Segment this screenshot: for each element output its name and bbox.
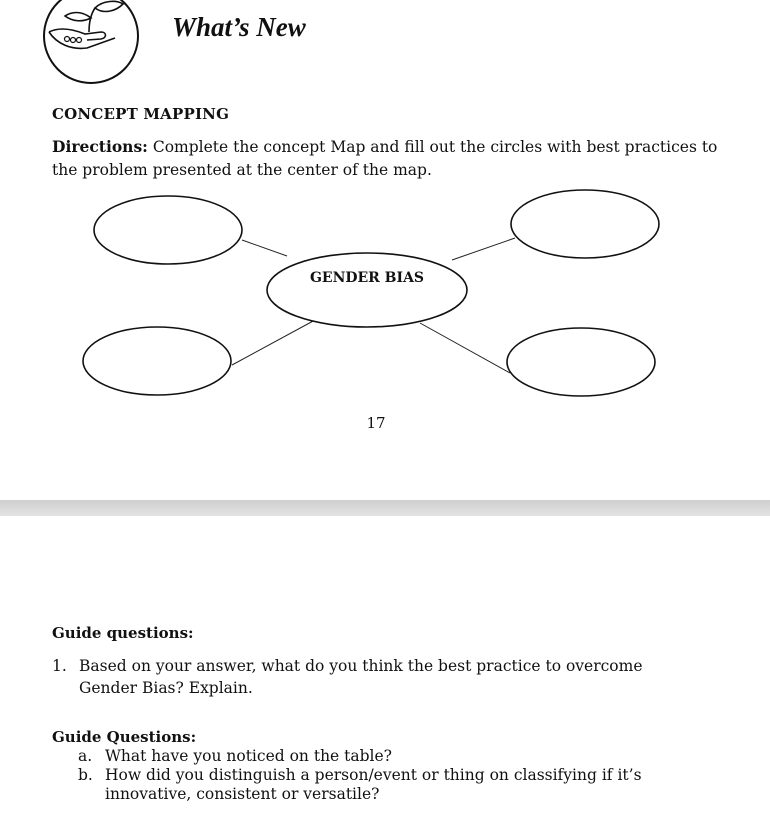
list-item-text: Based on your answer, what do you think the best practice to overcome Gender Bias? Explain. xyxy=(79,657,643,697)
page-break-divider xyxy=(0,500,770,516)
concept-node-top-left[interactable] xyxy=(94,196,242,264)
concept-node-bottom-left[interactable] xyxy=(83,327,231,395)
concept-node-bottom-right[interactable] xyxy=(507,328,655,396)
list-item-text: What have you noticed on the table? xyxy=(105,747,392,765)
list-item-marker: b. xyxy=(78,766,93,784)
page-title: What’s New xyxy=(172,12,306,42)
concept-node-center xyxy=(267,253,467,327)
concept-node-top-right[interactable] xyxy=(511,190,659,258)
connector-top-left xyxy=(242,240,287,256)
concept-map xyxy=(0,180,770,410)
connector-bottom-right xyxy=(420,323,510,373)
connector-bottom-left xyxy=(232,320,315,365)
center-node-label: GENDER BIAS xyxy=(309,270,425,286)
list-item-marker: a. xyxy=(78,747,93,765)
hand-seedling-logo-icon xyxy=(41,0,141,84)
section-heading: CONCEPT MAPPING xyxy=(52,105,230,123)
directions-text xyxy=(52,135,722,182)
list-item-text: How did you distinguish a person/event or thing on classifying if it’s innovative, consistent or versatile? xyxy=(105,766,642,803)
directions-label: Directions: xyxy=(52,137,148,156)
directions-body: Complete the concept Map and fill out the circles with best practices to the problem presented at the center of the map. xyxy=(52,138,718,179)
guide-questions-heading-2: Guide Questions: xyxy=(52,728,197,746)
page-number: 17 xyxy=(366,414,386,432)
guide-questions-heading: Guide questions: xyxy=(52,624,194,642)
connector-top-right xyxy=(452,238,515,260)
list-item-marker: 1. xyxy=(52,657,67,675)
